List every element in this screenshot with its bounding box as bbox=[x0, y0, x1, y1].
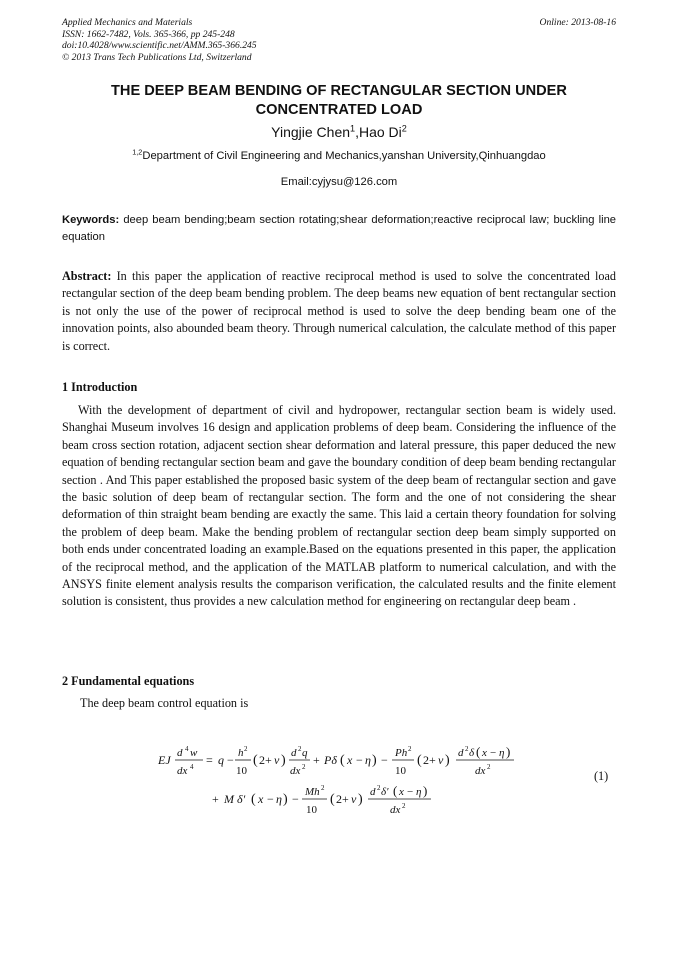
svg-text:(: ( bbox=[393, 783, 398, 798]
svg-text:w: w bbox=[190, 747, 198, 759]
keywords-text: deep beam bending;beam section rotating;shear deformation;reactive reciprocal law; buckling line equation bbox=[62, 214, 617, 243]
svg-text:q: q bbox=[218, 753, 224, 767]
svg-text:): ) bbox=[358, 792, 363, 807]
svg-text:(: ( bbox=[476, 744, 481, 759]
svg-text:d: d bbox=[177, 747, 183, 759]
svg-text:2+: 2+ bbox=[259, 753, 272, 767]
svg-text:δ: δ bbox=[469, 747, 475, 759]
svg-text:d: d bbox=[291, 747, 297, 759]
abstract-text: In this paper the application of reactive reciprocal method is used to solve the concentrated load rectangular section of the deep beam bending problem. The deep beams new equation of bent rectangular section is not only the use of the power of reciprocal method is used to solve the deep bending beam one of the innovation points, also abounded beam theory. Through numerical calculation, the calculate method of this paper is correct. bbox=[62, 269, 616, 353]
svg-text:4: 4 bbox=[185, 745, 189, 753]
title-line-1: THE DEEP BEAM BENDING OF RECTANGULAR SECTION UNDER bbox=[111, 83, 567, 99]
svg-text:): ) bbox=[445, 753, 450, 768]
affiliation-text: Department of Civil Engineering and Mechanics,yanshan University,Qinhuangdao bbox=[142, 150, 546, 162]
svg-text:+: + bbox=[313, 753, 320, 767]
svg-text:−: − bbox=[227, 753, 234, 767]
email: Email:cyjysu@126.com bbox=[280, 176, 398, 188]
title-line-2: CONCENTRATED LOAD bbox=[255, 102, 423, 118]
svg-text:η: η bbox=[416, 786, 422, 798]
svg-text:−: − bbox=[356, 753, 363, 767]
svg-text:2: 2 bbox=[321, 784, 325, 792]
equation-graphic bbox=[150, 740, 620, 820]
affiliation bbox=[62, 147, 616, 162]
svg-text:10: 10 bbox=[236, 765, 247, 777]
svg-text:x: x bbox=[399, 786, 404, 798]
svg-text:−: − bbox=[292, 792, 299, 806]
copyright-line: © 2013 Trans Tech Publications Ltd, Switzerland bbox=[62, 51, 252, 63]
svg-text:2: 2 bbox=[402, 802, 406, 810]
svg-text:2: 2 bbox=[244, 745, 248, 753]
issn-line: ISSN: 1662-7482, Vols. 365-366, pp 245-248 bbox=[62, 28, 235, 40]
svg-text:(: ( bbox=[251, 792, 256, 807]
author-1: Yingjie Chen bbox=[271, 124, 351, 140]
svg-text:2: 2 bbox=[298, 745, 302, 753]
svg-text:2: 2 bbox=[487, 763, 491, 771]
svg-text:−: − bbox=[490, 747, 497, 759]
svg-text:(: ( bbox=[417, 753, 422, 768]
svg-text:x: x bbox=[347, 753, 353, 767]
svg-text:h: h bbox=[238, 747, 244, 759]
svg-text:ν: ν bbox=[438, 753, 444, 767]
svg-text:η: η bbox=[276, 792, 282, 806]
section-1-heading: 1 Introduction bbox=[62, 380, 138, 394]
svg-text:d: d bbox=[370, 786, 376, 798]
svg-text:ν: ν bbox=[274, 753, 280, 767]
svg-text:=: = bbox=[206, 753, 213, 767]
svg-text:): ) bbox=[423, 783, 428, 798]
svg-text:−: − bbox=[267, 792, 274, 806]
online-date: Online: 2013-08-16 bbox=[539, 17, 616, 28]
svg-text:Mh: Mh bbox=[305, 786, 320, 798]
svg-text:Pδ: Pδ bbox=[324, 753, 337, 767]
keywords-block bbox=[62, 212, 616, 246]
svg-text:M δ′: M δ′ bbox=[224, 792, 246, 806]
svg-text:−: − bbox=[407, 786, 414, 798]
svg-text:dx: dx bbox=[290, 765, 301, 777]
svg-text:η: η bbox=[499, 747, 505, 759]
svg-text:): ) bbox=[506, 744, 511, 759]
svg-text:dx: dx bbox=[177, 765, 188, 777]
svg-text:2: 2 bbox=[302, 763, 306, 771]
svg-text:+: + bbox=[212, 792, 219, 806]
abstract-block bbox=[62, 268, 616, 355]
svg-text:): ) bbox=[283, 792, 288, 807]
svg-text:(: ( bbox=[340, 753, 345, 768]
doi-line: doi:10.4028/www.scientific.net/AMM.365-366.245 bbox=[62, 40, 257, 51]
journal-header bbox=[62, 17, 616, 63]
svg-text:EJ: EJ bbox=[158, 753, 171, 767]
svg-text:dx: dx bbox=[475, 765, 486, 777]
section-1-text: With the development of department of civil and hydropower, rectangular section beam is widely used. Shanghai Museum involves 16 design and application problems of deep beam. Considering the influence of the beam cross section rotation, adjacent section shear deformation and lateral pressure, this paper deduced the new equation of bending rectangular section beam and gave the boundary condition of deep beam bending rectangular section . And This paper established the proposed basic system of the deep beam of rectangular section and gave the basic solution of deep beam of rectangular section. The form and the one of not considering the shear deformation of thin straight beam bending are exactly the same. This laid a certain theory foundation for solving the problem of deep beam. Make the bending problem of rectangular section deep beam simply supported on both ends under concentrated loading an example.Based on the equations presented in this paper, the application of the reciprocal method, and the application of the MATLAB platform to numerical calculation, and with the ANSYS finite element analysis results the comparison verification, the calculated results and the finite element solution is consistent, thus provides a new calculation method for engineering on rectangular deep beam . bbox=[62, 403, 616, 609]
svg-text:d: d bbox=[458, 747, 464, 759]
svg-text:q: q bbox=[302, 747, 308, 759]
control-equation bbox=[150, 740, 620, 820]
svg-text:dx: dx bbox=[390, 804, 401, 816]
svg-text:2: 2 bbox=[408, 745, 412, 753]
author-line: Yingjie Chen$^1$,Hao Di$^2$ bbox=[271, 123, 407, 140]
section-2-text: The deep beam control equation is bbox=[80, 696, 249, 710]
section-2-heading: 2 Fundamental equations bbox=[62, 674, 195, 688]
svg-text:2: 2 bbox=[465, 745, 469, 753]
svg-text:): ) bbox=[372, 753, 377, 768]
abstract-label: Abstract: bbox=[62, 269, 112, 283]
equation-number: (1) bbox=[594, 769, 609, 783]
svg-text:Ph: Ph bbox=[395, 747, 408, 759]
paper-title bbox=[62, 82, 616, 120]
svg-text:x: x bbox=[258, 792, 264, 806]
svg-text:ν: ν bbox=[351, 792, 357, 806]
svg-text:4: 4 bbox=[190, 763, 194, 771]
svg-text:): ) bbox=[281, 753, 286, 768]
journal-name: Applied Mechanics and Materials bbox=[62, 17, 193, 28]
author-2-affil-mark: 2 bbox=[401, 123, 407, 134]
svg-text:(: ( bbox=[253, 753, 258, 768]
svg-text:10: 10 bbox=[395, 765, 406, 777]
svg-text:10: 10 bbox=[306, 804, 317, 816]
svg-text:2+: 2+ bbox=[336, 792, 349, 806]
svg-text:−: − bbox=[381, 753, 388, 767]
affiliation-mark: 1,2 bbox=[132, 147, 143, 157]
svg-text:η: η bbox=[365, 753, 371, 767]
svg-text:δ′: δ′ bbox=[381, 786, 389, 798]
svg-text:x: x bbox=[482, 747, 487, 759]
svg-text:(: ( bbox=[330, 792, 335, 807]
keywords-label: Keywords: bbox=[62, 214, 120, 226]
author-1-affil-mark: 1 bbox=[350, 123, 356, 134]
author-2: Hao Di bbox=[358, 124, 402, 140]
svg-text:2: 2 bbox=[377, 784, 381, 792]
svg-text:2+: 2+ bbox=[423, 753, 436, 767]
